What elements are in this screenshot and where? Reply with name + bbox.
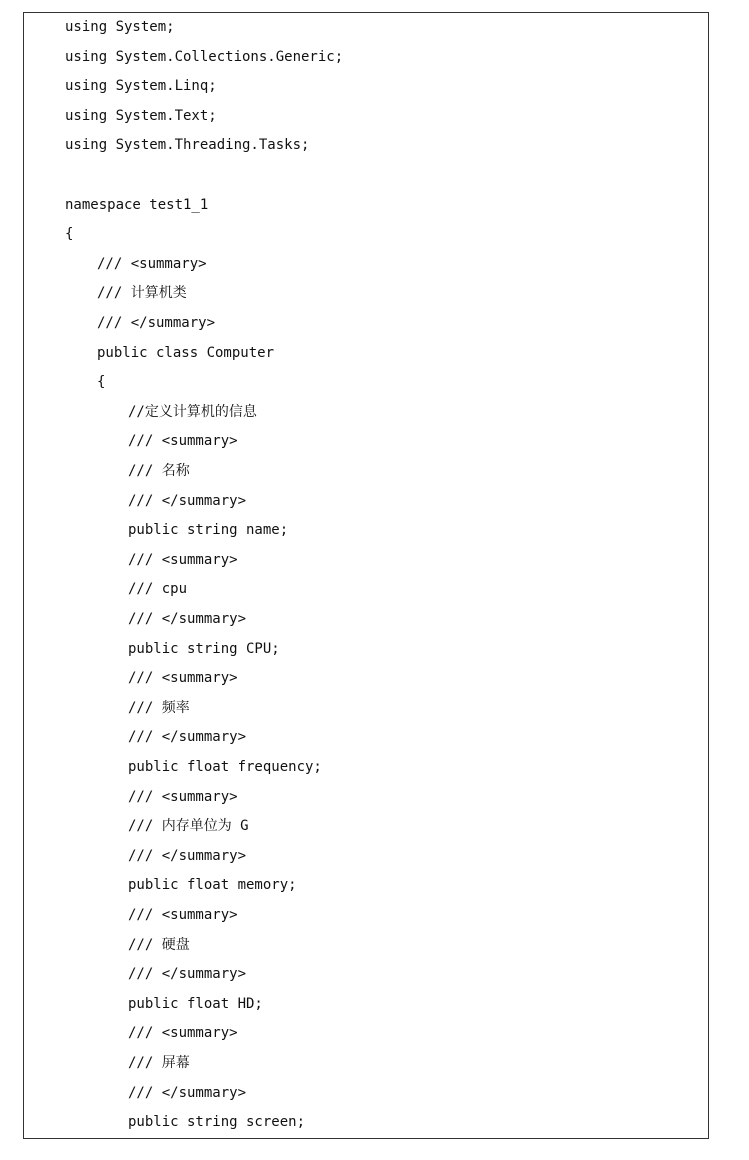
code-line: namespace test1_1	[65, 197, 209, 213]
code-line: /// </summary>	[128, 966, 247, 982]
code-line: /// 屏幕	[128, 1055, 190, 1071]
code-line: /// </summary>	[128, 493, 247, 509]
code-frame	[23, 12, 709, 1139]
code-line: /// 硬盘	[128, 937, 190, 953]
code-line: /// 频率	[128, 700, 190, 716]
code-line: /// </summary>	[128, 848, 247, 864]
code-line: using System.Linq;	[65, 78, 217, 94]
code-line: public string screen;	[128, 1114, 306, 1130]
code-line: /// <summary>	[128, 789, 238, 805]
code-line: /// <summary>	[128, 433, 238, 449]
code-line: /// </summary>	[97, 315, 216, 331]
code-line: public float frequency;	[128, 759, 322, 775]
code-line: /// <summary>	[128, 907, 238, 923]
code-block	[24, 13, 708, 1138]
code-line: /// </summary>	[128, 611, 247, 627]
code-line: /// 内存单位为 G	[128, 818, 249, 834]
code-line: //定义计算机的信息	[128, 404, 257, 420]
code-line: public string name;	[128, 522, 289, 538]
code-line: public float HD;	[128, 996, 263, 1012]
code-line: /// <summary>	[128, 552, 238, 568]
code-line: public float memory;	[128, 877, 297, 893]
code-line: using System;	[65, 19, 175, 35]
code-line: /// <summary>	[128, 670, 238, 686]
code-line: public class Computer	[97, 345, 275, 361]
code-line: using System.Text;	[65, 108, 217, 124]
code-line: /// <summary>	[128, 1025, 238, 1041]
code-line: using System.Collections.Generic;	[65, 49, 344, 65]
code-line: {	[65, 226, 74, 242]
code-line: {	[97, 374, 106, 390]
code-line: /// 计算机类	[97, 285, 187, 301]
code-line: /// <summary>	[97, 256, 207, 272]
code-line: /// 名称	[128, 463, 190, 479]
code-line: /// </summary>	[128, 729, 247, 745]
code-line: public string CPU;	[128, 641, 280, 657]
code-line: /// cpu	[128, 581, 188, 597]
code-line: /// </summary>	[128, 1085, 247, 1101]
code-line: using System.Threading.Tasks;	[65, 137, 310, 153]
